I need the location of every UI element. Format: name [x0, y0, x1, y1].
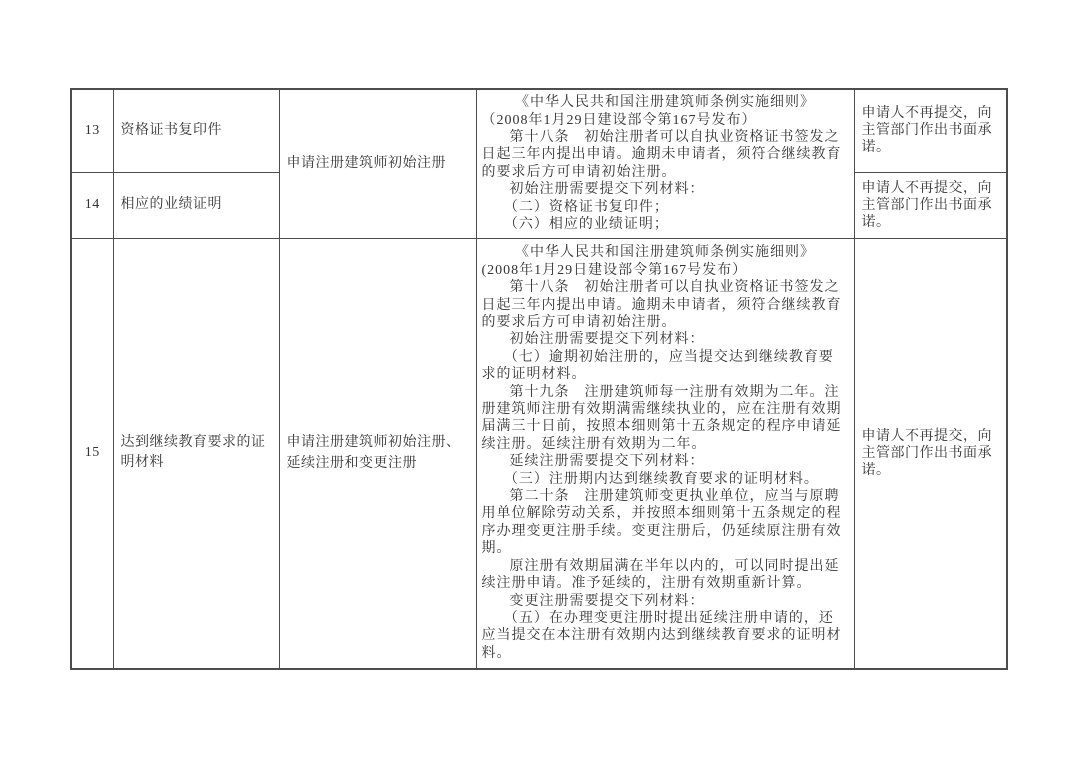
regulation-title: 《中华人民共和国注册建筑师条例实施细则》: [515, 245, 815, 261]
regulation-paragraph: （五）在办理变更注册时提出延续注册申请的，还应当提交在本注册有效期内达到继续教育要求的证明材料。: [481, 610, 842, 661]
regulation-paragraph: 第十八条 初始注册者可以自执业资格证书签发之日起三年内提出申请。逾期未申请者，须符合继续教育的要求后方可申请初始注册。: [481, 129, 842, 180]
regulation-cell-13-14: [476, 89, 854, 238]
regulation-paragraph: （六）相应的业绩证明；: [503, 216, 669, 232]
note-14: 申请人不再提交，向主管部门作出书面承诺。: [854, 172, 1007, 238]
regulation-paragraph: 第二十条 注册建筑师变更执业单位，应当与原聘用单位解除劳动关系，并按照本细则第十五条规定的程序办理变更注册手续。变更注册后，仍延续原注册有效期。: [481, 489, 842, 557]
regulation-paragraph: 初始注册需要提交下列材料：: [509, 182, 705, 198]
regulation-title: 《中华人民共和国注册建筑师条例实施细则》: [515, 95, 815, 111]
table-row-13: [71, 89, 1007, 172]
note-15: 申请人不再提交，向主管部门作出书面承诺。: [854, 238, 1007, 669]
regulation-paragraph: （三）注册期内达到继续教育要求的证明材料。: [503, 471, 819, 487]
row-number-15: 15: [71, 238, 113, 669]
material-name-13: 资格证书复印件: [113, 89, 279, 172]
regulation-paragraph: 第十九条 注册建筑师每一注册有效期为二年。注册建筑师注册有效期满需继续执业的，应在注册有效期届满三十日前，按照本细则第十五条规定的程序申请延续注册。延续注册有效期为二年。: [481, 384, 842, 452]
material-name-15: 达到继续教育要求的证明材料: [113, 238, 279, 669]
regulation-paragraph: 第十八条 初始注册者可以自执业资格证书签发之日起三年内提出申请。逾期未申请者，须符合继续教育的要求后方可申请初始注册。: [481, 280, 842, 330]
materials-requirements-table: [70, 88, 1008, 670]
regulation-paragraph: 延续注册需要提交下列材料：: [509, 454, 705, 470]
table-row-15: [71, 238, 1007, 669]
regulation-paragraph: （七）逾期初始注册的，应当提交达到继续教育要求的证明材料。: [481, 349, 834, 383]
application-type-13-14: 申请注册建筑师初始注册: [279, 89, 476, 238]
note-13: 申请人不再提交，向主管部门作出书面承诺。: [854, 89, 1007, 172]
regulation-cell-15: [476, 238, 854, 669]
regulation-paragraph: 初始注册需要提交下列材料：: [509, 332, 705, 348]
regulation-publish-line: （2008年1月29日建设部令第167号发布）: [481, 112, 757, 128]
regulation-publish-line: (2008年1月29日建设部令第167号发布）: [481, 262, 748, 278]
row-number-14: 14: [71, 172, 113, 238]
regulation-paragraph: 变更注册需要提交下列材料：: [509, 593, 705, 609]
material-name-14: 相应的业绩证明: [113, 172, 279, 238]
regulation-paragraph: （二）资格证书复印件；: [503, 199, 669, 215]
application-type-15: 申请注册建筑师初始注册、延续注册和变更注册: [279, 238, 476, 669]
row-number-13: 13: [71, 89, 113, 172]
regulation-paragraph: 原注册有效期届满在半年以内的，可以同时提出延续注册申请。准予延续的，注册有效期重新计算。: [481, 558, 840, 592]
